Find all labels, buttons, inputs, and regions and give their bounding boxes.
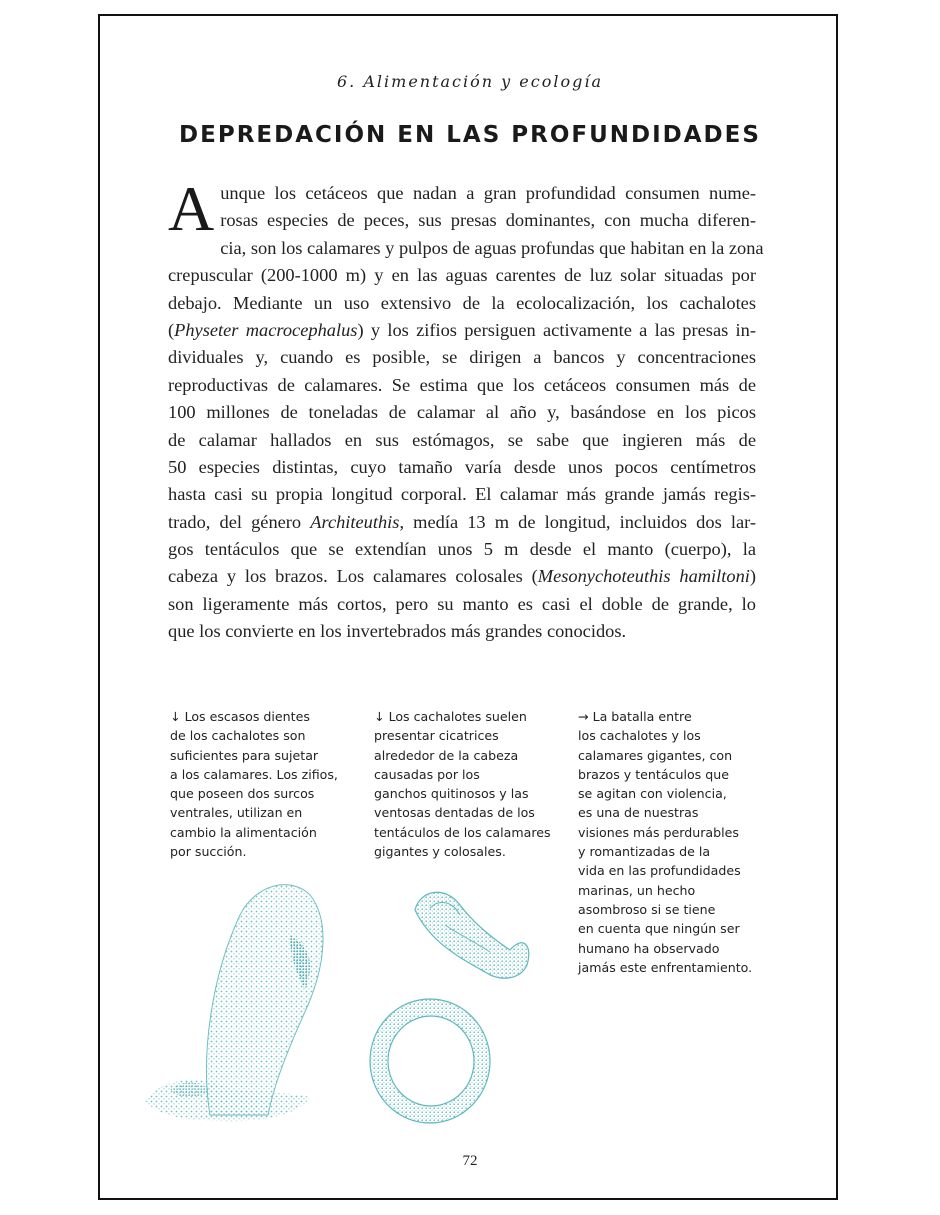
page-title: DEPREDACIÓN EN LAS PROFUNDIDADES: [179, 122, 761, 148]
sucker-ring-illustration: [365, 995, 495, 1130]
caption-line: La batalla entre: [592, 709, 692, 724]
squid-hook-illustration: [405, 880, 535, 990]
caption-line: vida en las profundidades: [578, 863, 741, 879]
caption-line: en cuenta que ningún ser: [578, 921, 740, 937]
body-line: gos tentáculos que se extendían unos 5 m desde el manto (cuerpo), la: [168, 539, 756, 560]
body-line: crepuscular (200-1000 m) y en las aguas carentes de luz solar situadas por: [168, 265, 756, 286]
caption-line: brazos y tentáculos que: [578, 766, 729, 782]
arrow-down-icon: ↓: [374, 709, 385, 724]
caption-line: gigantes y colosales.: [374, 844, 506, 860]
body-line: 50 especies distintas, cuyo tamaño varía desde unos pocos centímetros: [168, 456, 756, 477]
whale-jaw-illustration: [140, 875, 350, 1125]
caption-scars: [374, 707, 554, 861]
caption-line: causadas por los: [374, 766, 480, 782]
body-paragraph: [168, 173, 764, 646]
caption-line: que poseen dos surcos: [170, 786, 315, 802]
body-line: rosas especies de peces, sus presas dominantes, con mucha diferen-: [220, 210, 756, 231]
caption-line: ganchos quitinosos y las: [374, 786, 529, 802]
drop-cap: A: [168, 173, 215, 244]
caption-line: de los cachalotes son: [170, 728, 306, 744]
body-line: cia, son los calamares y pulpos de aguas profundas que habitan en la zona: [220, 237, 764, 258]
caption-line: cambio la alimentación: [170, 824, 317, 840]
caption-line: se agitan con violencia,: [578, 786, 727, 802]
caption-line: visiones más perdurables: [578, 824, 739, 840]
chapter-heading: 6. Alimentación y ecología: [337, 72, 603, 91]
page-number: 72: [462, 1153, 478, 1169]
caption-battle: [578, 707, 758, 977]
caption-teeth: [170, 707, 350, 861]
caption-line: los cachalotes y los: [578, 728, 701, 744]
body-line: de calamar hallados en sus estómagos, se sabe que ingieren más de: [168, 429, 756, 450]
body-line: (Physeter macrocephalus) y los zifios persiguen activamente a las presas in-: [168, 319, 756, 340]
body-line: reproductivas de calamares. Se estima que los cetáceos consumen más de: [168, 374, 756, 395]
caption-line: ventosas dentadas de los: [374, 805, 535, 821]
arrow-right-icon: →: [578, 709, 589, 724]
caption-line: calamares gigantes, con: [578, 747, 733, 763]
body-line: dividuales y, cuando es posible, se dirigen a bancos y concentraciones: [168, 347, 756, 368]
body-line: unque los cetáceos que nadan a gran profundidad consumen nume-: [220, 183, 756, 203]
caption-line: por succión.: [170, 844, 247, 860]
caption-line: asombroso si se tiene: [578, 901, 716, 917]
body-line: son ligeramente más cortos, pero su manto es casi el doble de grande, lo: [168, 593, 756, 614]
body-line: 100 millones de toneladas de calamar al año y, basándose en los picos: [168, 402, 756, 423]
body-line: que los convierte en los invertebrados más grandes conocidos.: [168, 621, 627, 642]
caption-line: tentáculos de los calamares: [374, 824, 551, 840]
body-line: trado, del género Architeuthis, medía 13 m de longitud, incluidos dos lar-: [168, 511, 756, 532]
body-line: debajo. Mediante un uso extensivo de la ecolocalización, los cachalotes: [168, 292, 756, 313]
caption-line: marinas, un hecho: [578, 882, 696, 898]
body-line: cabeza y los brazos. Los calamares colosales (Mesonychoteuthis hamiltoni): [168, 566, 756, 587]
caption-line: Los cachalotes suelen: [388, 709, 527, 724]
arrow-down-icon: ↓: [170, 709, 181, 724]
body-line: hasta casi su propia longitud corporal. El calamar más grande jamás regis-: [168, 484, 756, 505]
caption-line: alrededor de la cabeza: [374, 747, 519, 763]
caption-line: ventrales, utilizan en: [170, 805, 303, 821]
caption-line: jamás este enfrentamiento.: [578, 959, 753, 975]
caption-line: y romantizadas de la: [578, 844, 711, 860]
caption-line: Los escasos dientes: [184, 709, 310, 724]
caption-line: a los calamares. Los zifios,: [170, 766, 338, 782]
caption-line: suficientes para sujetar: [170, 747, 319, 763]
caption-line: presentar cicatrices: [374, 728, 499, 744]
caption-line: es una de nuestras: [578, 805, 699, 821]
caption-line: humano ha observado: [578, 940, 720, 956]
